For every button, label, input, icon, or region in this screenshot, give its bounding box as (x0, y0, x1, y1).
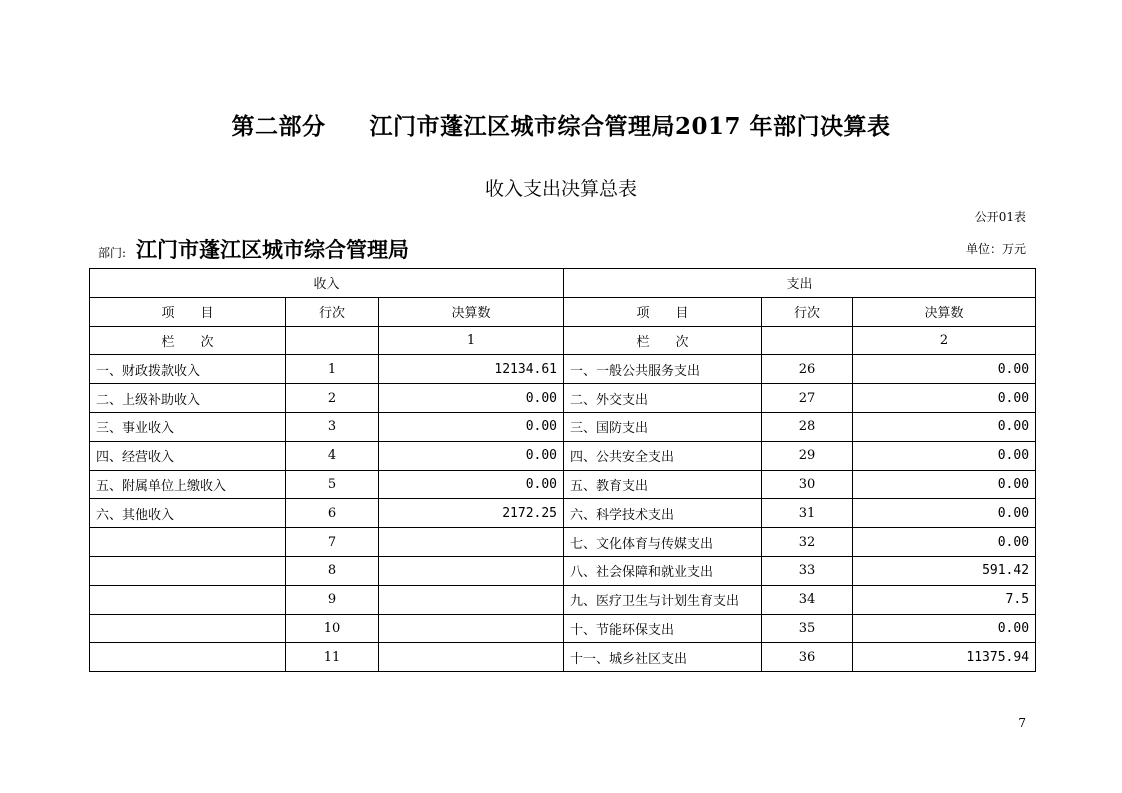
income-item-cell (90, 556, 286, 585)
expense-row-no-cell: 31 (762, 499, 853, 528)
expense-row-no-cell: 35 (762, 614, 853, 643)
income-column-number: 1 (379, 326, 564, 355)
expense-column-blank (762, 326, 853, 355)
income-amount-cell: 0.00 (379, 412, 564, 441)
department-label: 部门: (98, 246, 127, 260)
table-row (90, 643, 1036, 672)
income-header: 收入 (90, 269, 564, 298)
table-title: 收入支出决算总表 (484, 178, 637, 200)
form-number: 公开01表 (974, 210, 1026, 224)
expense-amount-cell: 0.00 (853, 441, 1036, 470)
expense-row-no-cell: 34 (762, 585, 853, 614)
expense-amount-cell: 591.42 (853, 556, 1036, 585)
income-item-header: 项 目 (90, 297, 286, 326)
income-amount-cell: 12134.61 (379, 355, 564, 384)
expense-amount-cell: 11375.94 (853, 643, 1036, 672)
expense-item-cell: 三、国防支出 (564, 412, 762, 441)
income-amount-cell: 0.00 (379, 441, 564, 470)
income-amount-cell: 0.00 (379, 384, 564, 413)
income-item-cell: 五、附属单位上缴收入 (90, 470, 286, 499)
income-item-cell (90, 528, 286, 557)
income-item-cell (90, 643, 286, 672)
income-amount-cell: 0.00 (379, 470, 564, 499)
expense-column-number: 2 (853, 326, 1036, 355)
income-item-cell (90, 614, 286, 643)
income-column-blank (286, 326, 379, 355)
income-amount-cell (379, 614, 564, 643)
table-row (90, 499, 1036, 528)
table-row (90, 412, 1036, 441)
department-name: 江门市蓬江区城市综合管理局 (136, 238, 410, 262)
expense-amount-cell: 0.00 (853, 528, 1036, 557)
expense-amount-cell: 7.5 (853, 585, 1036, 614)
expense-amount-cell: 0.00 (853, 499, 1036, 528)
expense-item-cell: 四、公共安全支出 (564, 441, 762, 470)
table-row (90, 585, 1036, 614)
table-row (90, 441, 1036, 470)
page-title (0, 108, 1122, 141)
budget-table-body (90, 269, 1036, 672)
income-amount-cell (379, 556, 564, 585)
expense-item-cell: 一、一般公共服务支出 (564, 355, 762, 384)
expense-item-cell: 二、外交支出 (564, 384, 762, 413)
expense-header: 支出 (564, 269, 1036, 298)
income-amount-cell (379, 528, 564, 557)
table-header-row-columns (90, 297, 1036, 326)
expense-item-cell: 十、节能环保支出 (564, 614, 762, 643)
table-row (90, 384, 1036, 413)
unit-label: 单位：万元 (965, 242, 1026, 256)
title-name: 江门市蓬江区城市综合管理局2017 年部门决算表 (369, 113, 891, 140)
income-amount-header: 决算数 (379, 297, 564, 326)
table-header-row-column-numbers (90, 326, 1036, 355)
income-row-no-cell: 11 (286, 643, 379, 672)
table-row (90, 470, 1036, 499)
expense-item-header: 项 目 (564, 297, 762, 326)
table-row (90, 556, 1036, 585)
income-row-no-cell: 1 (286, 355, 379, 384)
table-row (90, 614, 1036, 643)
income-item-cell (90, 585, 286, 614)
expense-row-no-cell: 26 (762, 355, 853, 384)
expense-item-cell: 五、教育支出 (564, 470, 762, 499)
income-item-cell: 四、经营收入 (90, 441, 286, 470)
expense-item-cell: 七、文化体育与传媒支出 (564, 528, 762, 557)
income-row-no-cell: 9 (286, 585, 379, 614)
expense-item-cell: 八、社会保障和就业支出 (564, 556, 762, 585)
income-item-cell: 一、财政拨款收入 (90, 355, 286, 384)
expense-amount-cell: 0.00 (853, 614, 1036, 643)
expense-item-cell: 十一、城乡社区支出 (564, 643, 762, 672)
income-item-cell: 二、上级补助收入 (90, 384, 286, 413)
income-row-no-cell: 2 (286, 384, 379, 413)
income-row-no-cell: 6 (286, 499, 379, 528)
expense-item-cell: 九、医疗卫生与计划生育支出 (564, 585, 762, 614)
expense-row-no-cell: 28 (762, 412, 853, 441)
table-header-row-sections (90, 269, 1036, 298)
income-item-cell: 六、其他收入 (90, 499, 286, 528)
department-line (98, 234, 409, 264)
expense-amount-cell: 0.00 (853, 384, 1036, 413)
expense-row-no-cell: 30 (762, 470, 853, 499)
income-item-cell: 三、事业收入 (90, 412, 286, 441)
budget-table (89, 268, 1036, 672)
expense-row-no-cell: 29 (762, 441, 853, 470)
income-row-no-cell: 5 (286, 470, 379, 499)
expense-item-cell: 六、科学技术支出 (564, 499, 762, 528)
expense-row-no-cell: 33 (762, 556, 853, 585)
title-part: 第二部分 (231, 113, 326, 140)
expense-row-no-header: 行次 (762, 297, 853, 326)
income-amount-cell: 2172.25 (379, 499, 564, 528)
expense-amount-header: 决算数 (853, 297, 1036, 326)
expense-amount-cell: 0.00 (853, 412, 1036, 441)
expense-column-label: 栏 次 (564, 326, 762, 355)
income-column-label: 栏 次 (90, 326, 286, 355)
expense-amount-cell: 0.00 (853, 355, 1036, 384)
expense-row-no-cell: 36 (762, 643, 853, 672)
page-number: 7 (1018, 716, 1026, 730)
expense-amount-cell: 0.00 (853, 470, 1036, 499)
income-row-no-cell: 10 (286, 614, 379, 643)
income-amount-cell (379, 585, 564, 614)
income-row-no-cell: 7 (286, 528, 379, 557)
income-amount-cell (379, 643, 564, 672)
table-row (90, 528, 1036, 557)
income-row-no-cell: 4 (286, 441, 379, 470)
expense-row-no-cell: 27 (762, 384, 853, 413)
income-row-no-cell: 8 (286, 556, 379, 585)
table-row (90, 355, 1036, 384)
income-row-no-header: 行次 (286, 297, 379, 326)
income-row-no-cell: 3 (286, 412, 379, 441)
expense-row-no-cell: 32 (762, 528, 853, 557)
